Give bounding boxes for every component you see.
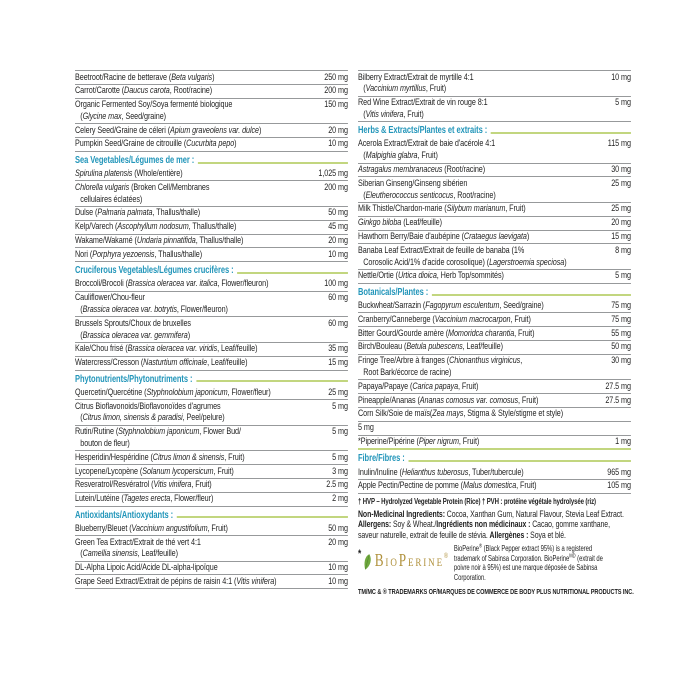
ingredient-amount: 10 mg	[328, 575, 348, 587]
ingredient-label: Acerola Extract/Extrait de baie d'acérole 4:1 (Malpighia glabra, Fruit)	[358, 138, 496, 162]
ingredient-row	[75, 465, 348, 479]
section-underline	[408, 460, 630, 462]
ingredient-amount: 5 mg	[332, 426, 348, 438]
ingredient-row	[358, 217, 631, 231]
ingredient-row	[75, 138, 348, 152]
ingredient-label: Milk Thistle/Chardon-marie (Silybum marianum, Fruit)	[358, 203, 526, 215]
ingredient-row	[75, 278, 348, 292]
ingredient-label: Watercress/Cresson (Nasturtium officinale, Leaf/feuille)	[75, 357, 248, 369]
bioperine-block	[358, 544, 631, 582]
ingredient-row	[75, 426, 348, 452]
ingredient-label: Fringe Tree/Arbre à franges (Chionanthus virginicus, Root Bark/écorce de racine)	[358, 355, 523, 379]
ingredient-label: Lutein/Lutéine (Tagetes erecta, Flower/fleur)	[75, 493, 214, 505]
ingredient-amount: 5 mg	[332, 451, 348, 463]
ingredient-row	[358, 138, 631, 164]
bioperine-wordmark: BioPerine	[374, 550, 445, 571]
ingredient-row	[358, 177, 631, 203]
ingredient-row	[358, 408, 631, 422]
ingredient-row	[358, 71, 631, 97]
ingredient-row	[75, 400, 348, 426]
ingredient-label: Buckwheat/Sarrazin (Fagopyrum esculentum, Seed/graine)	[358, 300, 544, 312]
ingredient-label: Blueberry/Bleuet (Vaccinium angustifolium, Fruit)	[75, 522, 228, 534]
asterisk-marker: *	[358, 548, 362, 561]
ingredient-amount: 100 mg	[324, 278, 348, 290]
ingredient-label: Hesperidin/Hespéridine (Citrus limon & sinensis, Fruit)	[75, 451, 245, 463]
ingredient-label: Papaya/Papaye (Carica papaya, Fruit)	[358, 380, 479, 392]
ingredient-label: Ginkgo biloba (Leaf/feuille)	[358, 217, 442, 229]
ingredient-amount: 5 mg	[615, 270, 631, 282]
ingredient-row	[358, 480, 631, 494]
ingredient-row	[358, 300, 631, 314]
column-right	[358, 70, 634, 598]
ingredient-label: Nettle/Ortie (Urtica dioica, Herb Top/sommités)	[358, 270, 504, 282]
ingredient-row	[75, 168, 348, 182]
ingredient-row	[75, 522, 348, 536]
ingredient-row	[358, 164, 631, 178]
ingredient-row	[75, 575, 348, 589]
ingredient-row	[75, 221, 348, 235]
ingredient-amount: 20 mg	[328, 124, 348, 136]
ingredient-amount: 5 mg	[615, 97, 631, 109]
ingredient-amount: 115 mg	[607, 138, 631, 150]
ingredient-label: Inulin/Inuline (Helianthus tuberosus, Tuber/tubercule)	[358, 466, 524, 478]
ingredient-amount: 25 mg	[611, 177, 631, 189]
ingredient-amount: 105 mg	[607, 480, 631, 492]
ingredient-amount: 30 mg	[611, 355, 631, 367]
section-header	[75, 374, 348, 386]
ingredient-label: Banaba Leaf Extract/Extrait de feuille de banaba (1% Corosolic Acid/1% d'acide corosolique) (Lagerstroemia speciosa)	[358, 244, 567, 268]
ingredient-amount: 10 mg	[611, 71, 631, 83]
ingredient-label: Beetroot/Racine de betterave (Beta vulgaris)	[75, 71, 215, 83]
ingredient-label: 5 mg	[358, 422, 374, 434]
section-underline	[196, 380, 348, 382]
ingredient-label: Hawthorn Berry/Baie d'aubépine (Crataegus laevigata)	[358, 231, 530, 243]
section-header	[75, 265, 348, 277]
non-medicinal-ingredients: Non-Medicinal Ingredients: Cocoa, Xanthan Gum, Natural Flavour, Stevia Leaf Extract. Allergens: Soy & Wheat./Ingrédients non médicinaux : Cacao, gomme xanthane, saveur naturelle, extrait de feuille de stévia. Allergènes : Soya et blé.	[358, 508, 624, 540]
ingredient-amount: 150 mg	[324, 99, 348, 111]
ingredient-row	[358, 380, 631, 394]
column-right-content	[358, 70, 634, 598]
section-title: Herbs & Extracts/Plantes et extraits :	[358, 125, 488, 137]
ingredient-label: Astragalus membranaceus (Root/racine)	[358, 164, 486, 176]
ingredient-label: Carrot/Carotte (Daucus carota, Root/racine)	[75, 85, 213, 97]
ingredient-label: Rutin/Rutine (Styphnolobium japonicum, Flower Bud/ bouton de fleur)	[75, 426, 241, 450]
ingredient-amount: 25 mg	[328, 386, 348, 398]
ingredient-label: Quercetin/Quercétine (Styphnolobium japonicum, Flower/fleur)	[75, 386, 271, 398]
ingredient-amount: 30 mg	[611, 164, 631, 176]
ingredient-amount: 50 mg	[611, 341, 631, 353]
registered-mark: ®	[444, 553, 448, 561]
ingredient-row	[75, 386, 348, 400]
ingredient-amount: 75 mg	[611, 300, 631, 312]
ingredient-label: Red Wine Extract/Extrait de vin rouge 8:1 (Vitis vinifera, Fruit)	[358, 97, 488, 120]
ingredient-label: Spirulina platensis (Whole/entière)	[75, 168, 183, 180]
ingredient-row	[75, 99, 348, 125]
ingredient-label: *Piperine/Pipérine (Piper nigrum, Fruit)	[358, 436, 480, 448]
ingredient-label: Bilberry Extract/Extrait de myrtille 4:1 (Vaccinium myrtillus, Fruit)	[358, 71, 474, 95]
ingredient-amount: 50 mg	[328, 522, 348, 534]
section-title: Phytonutrients/Phytonutriments :	[75, 373, 193, 385]
ingredient-amount: 3 mg	[332, 465, 348, 477]
section-underline	[177, 516, 348, 518]
ingredient-amount: 27.5 mg	[605, 394, 631, 406]
ingredient-label: Grape Seed Extract/Extrait de pépins de raisin 4:1 (Vitis vinifera)	[75, 575, 277, 587]
ingredient-row	[75, 479, 348, 493]
ingredient-row	[75, 317, 348, 343]
ingredient-amount: 50 mg	[328, 207, 348, 219]
ingredient-row	[358, 355, 631, 381]
section-title: Antioxidants/Antioxydants :	[75, 509, 174, 521]
section-title: Fibre/Fibres :	[358, 453, 405, 465]
ingredient-amount: 1,025 mg	[318, 168, 348, 180]
ingredient-amount: 200 mg	[324, 85, 348, 97]
ingredient-amount: 35 mg	[328, 343, 348, 355]
bioperine-logo	[358, 548, 448, 571]
ingredient-label: Green Tea Extract/Extrait de thé vert 4:1 (Camellia sinensis, Leaf/feuille)	[75, 536, 201, 560]
ingredient-amount: 15 mg	[328, 357, 348, 369]
ingredient-label: Corn Silk/Soie de maïs(Zea mays, Stigma & Style/stigme et style)	[358, 408, 564, 420]
ingredient-amount: 1 mg	[615, 436, 631, 448]
ingredient-columns	[75, 70, 634, 598]
ingredient-amount: 20 mg	[328, 536, 348, 548]
ingredient-row	[358, 422, 631, 436]
ingredient-row	[358, 313, 631, 327]
ingredient-row	[358, 327, 631, 341]
ingredient-label: Chlorella vulgaris (Broken Cell/Membranes cellulaires éclatées)	[75, 181, 210, 205]
ingredient-amount: 60 mg	[328, 317, 348, 329]
ingredient-row	[358, 394, 631, 408]
trademark-notice: TM/MC & ® TRADEMARKS OF/MARQUES DE COMMERCE DE BODY PLUS NUTRITIONAL PRODUCTS INC.	[358, 587, 634, 597]
ingredient-label: Brussels Sprouts/Choux de bruxelles (Brassica oleracea var. gemmifera)	[75, 317, 191, 341]
ingredient-label: Birch/Bouleau (Betula pubescens, Leaf/feuille)	[358, 341, 503, 353]
section-header	[75, 155, 348, 167]
section-underline	[237, 272, 348, 274]
ingredient-row	[75, 357, 348, 371]
section-title: Sea Vegetables/Légumes de mer :	[75, 154, 195, 166]
ingredient-amount: 250 mg	[324, 71, 348, 83]
ingredient-label: Celery Seed/Graine de céleri (Apium graveolens var. dulce)	[75, 124, 262, 136]
ingredient-amount: 10 mg	[328, 562, 348, 574]
ingredient-row	[358, 203, 631, 217]
section-header	[358, 453, 631, 465]
ingredient-row	[358, 97, 631, 123]
ingredient-row	[358, 244, 631, 270]
ingredient-label: Resveratrol/Resvératrol (Vitis vinifera, Fruit)	[75, 479, 212, 491]
ingredient-row	[75, 343, 348, 357]
ingredient-amount: 55 mg	[611, 327, 631, 339]
ingredient-row	[358, 270, 631, 284]
ingredient-row	[75, 248, 348, 262]
ingredient-label: Cranberry/Canneberge (Vaccinium macrocarpon, Fruit)	[358, 313, 531, 325]
ingredient-row	[358, 341, 631, 355]
ingredient-row	[358, 466, 631, 480]
ingredient-amount: 200 mg	[324, 181, 348, 193]
ingredient-label: Kale/Chou frisé (Brassica oleracea var. viridis, Leaf/feuille)	[75, 343, 258, 355]
hvp-footnote: † HVP – Hydrolyzed Vegetable Protein (Rice) † PVH : protéine végétale hydrolysée (riz)	[358, 496, 596, 506]
ingredient-label: Kelp/Varech (Ascophyllum nodosum, Thallus/thalle)	[75, 221, 237, 233]
leaf-icon	[362, 553, 373, 571]
ingredient-amount: 2.5 mg	[326, 479, 348, 491]
ingredient-row	[75, 292, 348, 318]
ingredient-row	[75, 85, 348, 99]
ingredient-row	[75, 71, 348, 85]
ingredient-row	[358, 436, 631, 451]
section-underline	[491, 132, 631, 134]
ingredient-row	[75, 562, 348, 576]
ingredient-amount: 15 mg	[611, 231, 631, 243]
ingredient-row	[75, 451, 348, 465]
section-underline	[432, 294, 631, 296]
section-title: Cruciferous Vegetables/Légumes crucifères :	[75, 265, 234, 277]
section-underline	[198, 162, 348, 164]
ingredient-amount: 25 mg	[611, 203, 631, 215]
ingredient-amount: 10 mg	[328, 138, 348, 150]
ingredient-label: Wakame/Wakamé (Undaria pinnatifida, Thallus/thalle)	[75, 235, 244, 247]
ingredient-label: Apple Pectin/Pectine de pomme (Malus domestica, Fruit)	[358, 480, 537, 492]
ingredient-amount: 965 mg	[607, 466, 631, 478]
section-header	[358, 287, 631, 299]
ingredient-label: Pumpkin Seed/Graine de citrouille (Cucurbita pepo)	[75, 138, 237, 150]
ingredient-amount: 2 mg	[332, 493, 348, 505]
ingredient-label: Bitter Gourd/Gourde amère (Momoridca charantia, Fruit)	[358, 327, 535, 339]
bioperine-trademark-note: BioPerine® (Black Pepper extract 95%) is a registered trademark of Sabinsa Corporation. BioPerine$^{MD}$ (extrait de poivre noir à 95%) est une marque déposée de Sabinsa Corporation.	[453, 543, 603, 582]
ingredient-label: Lycopene/Lycopène (Solanum lycopersicum, Fruit)	[75, 465, 234, 477]
column-left	[75, 70, 348, 598]
ingredient-amount: 8 mg	[615, 244, 631, 256]
ingredient-amount: 27.5 mg	[605, 380, 631, 392]
ingredient-label: Cauliflower/Chou-fleur (Brassica oleracea var. botrytis, Flower/fleuron)	[75, 292, 228, 316]
ingredient-row	[75, 235, 348, 249]
ingredient-row	[75, 536, 348, 562]
ingredient-row	[75, 181, 348, 207]
ingredient-row	[75, 493, 348, 507]
ingredient-row	[75, 124, 348, 138]
section-header	[75, 510, 348, 522]
ingredient-label: Pineapple/Ananas (Ananas comosus var. comosus, Fruit)	[358, 394, 539, 406]
ingredient-label: Dulse (Palmaria palmata, Thallus/thalle)	[75, 207, 201, 219]
ingredient-amount: 20 mg	[611, 217, 631, 229]
ingredient-label: DL-Alpha Lipoic Acid/Acide DL-alpha-lipoïque	[75, 562, 218, 574]
ingredient-amount: 75 mg	[611, 313, 631, 325]
ingredient-amount: 45 mg	[328, 221, 348, 233]
section-header	[358, 125, 631, 137]
ingredient-label: Nori (Porphyra yezoensis, Thallus/thalle)	[75, 248, 203, 260]
ingredient-amount: 10 mg	[328, 248, 348, 260]
ingredient-label: Organic Fermented Soy/Soya fermenté biologique (Glycine max, Seed/graine)	[75, 99, 233, 122]
ingredient-amount: 5 mg	[332, 400, 348, 412]
column-left-content	[75, 70, 348, 589]
ingredient-amount: 60 mg	[328, 292, 348, 304]
ingredient-row	[358, 231, 631, 245]
section-title: Botanicals/Plantes :	[358, 286, 429, 298]
ingredient-label: Broccoli/Brocoli (Brassica oleracea var. italica, Flower/fleuron)	[75, 278, 269, 290]
ingredient-label: Citrus Bioflavonoids/Bioflavonoïdes d'agrumes (Citrus limon, sinensis & paradisi, Peel/pelure)	[75, 400, 225, 424]
ingredient-label: Siberian Ginseng/Ginseng sibérien (Eleutherococcus senticocus, Root/racine)	[358, 177, 496, 201]
ingredient-row	[75, 207, 348, 221]
ingredient-amount: 20 mg	[328, 235, 348, 247]
